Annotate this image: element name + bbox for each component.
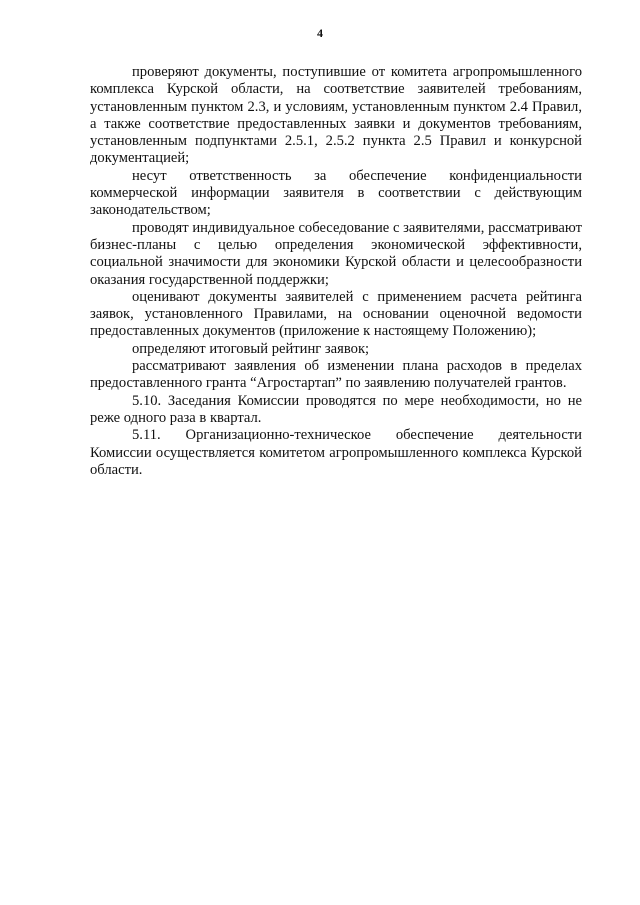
paragraph-rating-evaluation: оценивают документы заявителей с применением расчета рейтинга заявок, установленного Правилами, на основании оценочной ведомости предоставленных документов (приложение к настоящему Положению); <box>90 288 582 340</box>
page-number: 4 <box>317 26 323 40</box>
document-body <box>90 64 582 479</box>
paragraph-interview: проводят индивидуальное собеседование с заявителями, рассматривают бизнес-планы с целью определения экономической эффективности, социальной значимости для экономики Курской области и целесообразности оказания государственной поддержки; <box>90 219 582 288</box>
paragraph-meetings: 5.10. Заседания Комиссии проводятся по мере необходимости, но не реже одного раза в квартал. <box>90 392 582 426</box>
paragraph-confidentiality: несут ответственность за обеспечение конфиденциальности коммерческой информации заявителя в соответствии с действующим законодательством; <box>90 167 582 219</box>
paragraph-organizational-support: 5.11. Организационно-техническое обеспечение деятельности Комиссии осуществляется комитетом агропромышленного комплекса Курской области. <box>90 427 582 478</box>
paragraph-expense-plan-changes: рассматривают заявления об изменении плана расходов в пределах предоставленного гранта “Агростартап” по заявлению получателей грантов. <box>90 358 582 392</box>
paragraph-final-rating: определяют итоговый рейтинг заявок; <box>132 340 370 357</box>
paragraph-check-documents: проверяют документы, поступившие от комитета агропромышленного комплекса Курской области, на соответствие заявителей требованиям, установленным пунктом 2.3, и условиям, установленным пунктом 2.4 Правил, а также соответствие предоставленных заявки и документов требованиям, установленным подпунктами 2.5.1, 2.5.2 пункта 2.5 Правил и конкурсной документацией; <box>90 64 582 167</box>
